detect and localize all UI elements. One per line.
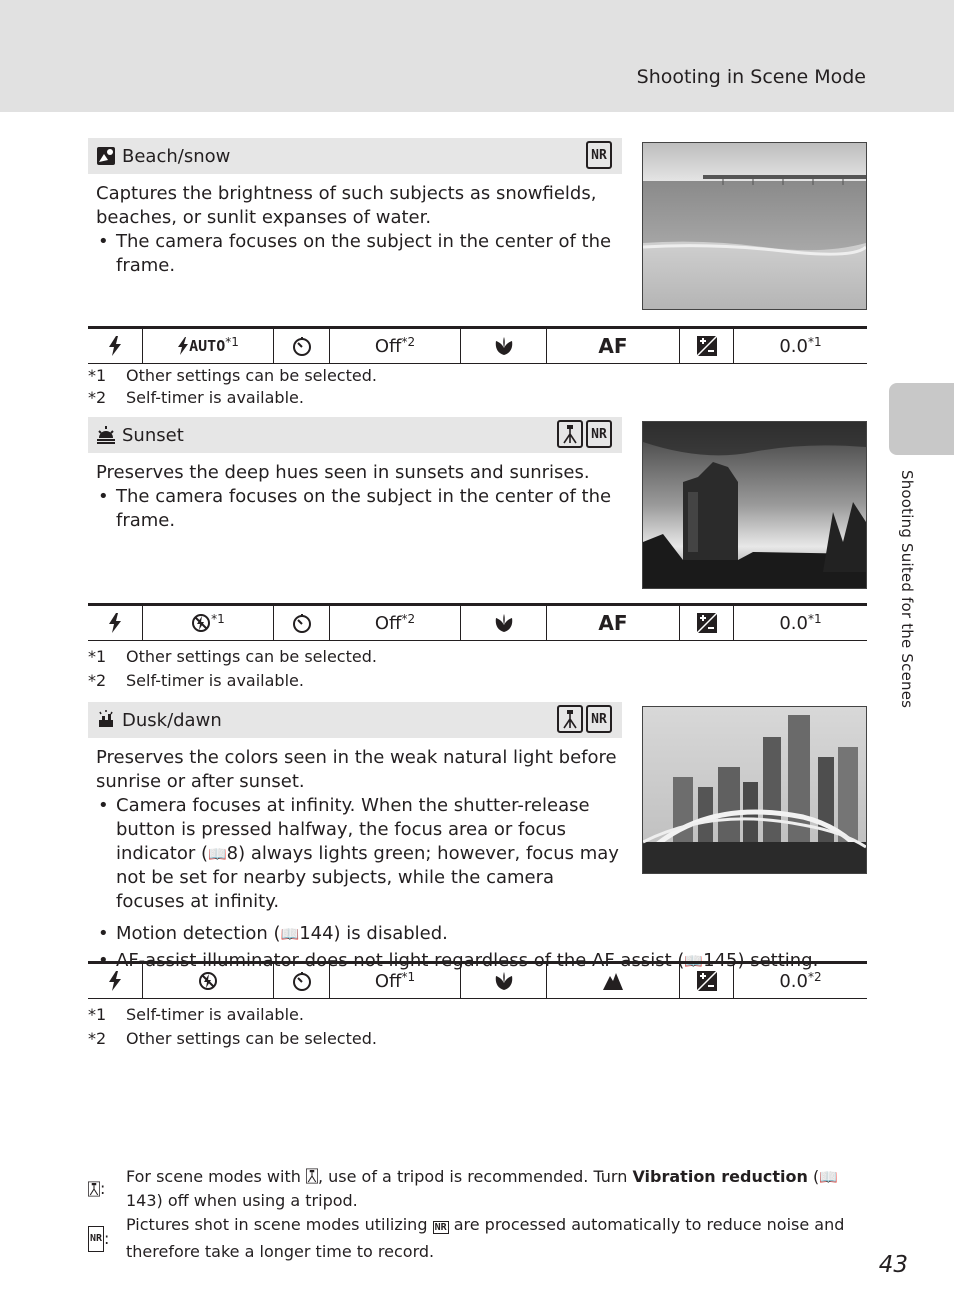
nr-footnote — [88, 1213, 868, 1264]
settings-row — [88, 961, 867, 999]
flash-off-value — [143, 606, 274, 640]
ev-label: 0.0 — [779, 612, 808, 634]
footnote-ref: *1 — [808, 335, 822, 349]
page-ref: 144 — [299, 923, 334, 944]
note-text: Self-timer is available. — [126, 671, 304, 690]
flash-off-value — [143, 964, 274, 998]
settings-row — [88, 326, 867, 364]
nr-icon: NR — [434, 1222, 447, 1233]
settings-row — [88, 603, 867, 641]
footnote-key — [88, 1213, 126, 1264]
legend-footnotes — [88, 1165, 868, 1264]
footnote-ref: *2 — [401, 335, 416, 349]
page-ref-icon: 📖 — [819, 1168, 838, 1186]
footnote-key-colon: : — [100, 1179, 106, 1198]
section-title-bar — [88, 138, 622, 174]
self-timer-value — [330, 964, 461, 998]
flash-mode-icon — [88, 606, 143, 640]
section-notes — [88, 365, 377, 409]
bullet-text: ) setting. — [737, 950, 819, 971]
bullet-text: Motion detection ( — [116, 923, 281, 944]
nr-icon: NR — [586, 141, 612, 169]
bullet-text: ) always lights green; however, focus may not be set for nearby subjects, while the camera focuses at infinity. — [116, 843, 619, 912]
exposure-comp-icon — [680, 329, 734, 363]
exposure-comp-value — [734, 329, 867, 363]
note-text: Other settings can be selected. — [126, 647, 377, 666]
nr-icon: NR — [586, 420, 612, 448]
footnote-text-part: For scene modes with — [126, 1167, 306, 1186]
footnote-key — [88, 1165, 126, 1213]
note-key: *1 — [88, 1005, 107, 1024]
bullet-text: Camera focuses at infinity. When the shutter-release button is pressed halfway, the focus area or focus indicator ( — [116, 795, 590, 864]
chapter-tab — [889, 383, 954, 455]
sunset-photo — [642, 421, 867, 589]
note-key: *1 — [88, 366, 107, 385]
self-timer-value — [330, 606, 461, 640]
flash-off-icon — [198, 971, 218, 991]
note-text: Other settings can be selected. — [126, 366, 377, 385]
nr-icon: NR — [88, 1226, 104, 1252]
section-title-bar — [88, 702, 622, 738]
macro-icon — [461, 964, 547, 998]
page-ref: 145 — [703, 950, 738, 971]
footnote-text-part: Pictures shot in scene modes utilizing — [126, 1215, 433, 1234]
section-title: Dusk/dawn — [122, 709, 222, 731]
page-header-title: Shooting in Scene Mode — [636, 66, 866, 88]
flash-off-icon — [191, 613, 211, 633]
self-timer-label: Off — [374, 335, 402, 357]
header-band — [0, 0, 954, 112]
exposure-comp-icon — [680, 606, 734, 640]
section-description: Preserves the colors seen in the weak natural light before sunrise or after sunset. — [96, 747, 617, 792]
footnote-ref: *1 — [211, 612, 225, 626]
bullet-item: • The camera focuses on the subject in the center of the frame. — [96, 230, 628, 278]
section-description: Preserves the deep hues seen in sunsets and sunrises. — [96, 462, 590, 483]
section-title: Beach/snow — [122, 145, 231, 167]
page-ref-icon: 📖 — [280, 925, 300, 943]
footnote-ref: *1 — [808, 612, 822, 626]
footnote-key-colon: : — [104, 1228, 110, 1248]
bullet-item — [96, 794, 628, 914]
footnote-ref: *1 — [401, 970, 416, 984]
footnote-text-part: ) off when using a tripod. — [156, 1191, 358, 1210]
sunset-icon — [96, 425, 116, 445]
footnote-text — [126, 1213, 868, 1264]
section-title: Sunset — [122, 424, 184, 446]
footnote-text — [126, 1165, 868, 1213]
self-timer-label: Off — [374, 612, 402, 634]
footnote-text-part: , use of a tripod is recommended. Turn — [317, 1167, 633, 1186]
focus-mode-value: AF — [547, 606, 680, 640]
macro-icon — [461, 329, 547, 363]
infinity-focus-icon — [547, 964, 680, 998]
exposure-comp-value — [734, 964, 867, 998]
section-notes — [88, 1003, 377, 1051]
exposure-comp-value — [734, 606, 867, 640]
flash-mode-icon — [88, 329, 143, 363]
note-key: *2 — [88, 1029, 107, 1048]
footnote-ref: *2 — [401, 612, 416, 626]
chapter-tab-label: Shooting Suited for the Scenes — [898, 470, 916, 709]
footnote-ref: *1 — [225, 335, 239, 349]
macro-icon — [461, 606, 547, 640]
section-notes — [88, 645, 377, 693]
tripod-icon — [557, 420, 583, 448]
ev-label: 0.0 — [779, 335, 808, 357]
tripod-footnote — [88, 1165, 868, 1213]
beach-snow-icon — [96, 146, 116, 166]
page-ref-icon: 📖 — [684, 952, 704, 970]
note-key: *1 — [88, 647, 107, 666]
note-text: Other settings can be selected. — [126, 1029, 377, 1048]
dusk-dawn-icon — [96, 710, 116, 730]
self-timer-icon — [274, 964, 330, 998]
page-ref: 8 — [226, 843, 239, 864]
exposure-comp-icon — [680, 964, 734, 998]
self-timer-icon — [274, 606, 330, 640]
focus-mode-value: AF — [547, 329, 680, 363]
bullet-text: AF-assist illuminator does not light regardless of the AF assist ( — [116, 950, 685, 971]
bullet-item — [96, 922, 867, 946]
flash-auto-value — [143, 329, 274, 363]
page-ref: 143 — [126, 1191, 157, 1210]
footnote-text-part: ( — [807, 1167, 820, 1186]
tripod-icon — [306, 1168, 318, 1184]
self-timer-value — [330, 329, 461, 363]
self-timer-label: Off — [374, 970, 402, 992]
note-key: *2 — [88, 671, 107, 690]
flash-mode-icon — [88, 964, 143, 998]
flash-auto-label: AUTO — [189, 337, 226, 355]
bullet-text: ) is disabled. — [333, 923, 448, 944]
self-timer-icon — [274, 329, 330, 363]
note-key: *2 — [88, 388, 107, 407]
bullet-item: • The camera focuses on the subject in the center of the frame. — [96, 485, 628, 533]
footnote-text-part: are processed automatically to reduce noise and therefore take a longer time to record. — [126, 1215, 845, 1261]
page-number: 43 — [878, 1252, 908, 1278]
section-title-bar — [88, 417, 622, 453]
footnote-ref: *2 — [808, 970, 822, 984]
beach-photo — [642, 142, 867, 310]
nr-icon: NR — [586, 705, 612, 733]
page-ref-icon: 📖 — [207, 845, 227, 863]
section-description: Captures the brightness of such subjects as snowfields, beaches, or sunlit expanses of water. — [96, 183, 597, 228]
vibration-reduction-term: Vibration reduction — [632, 1167, 808, 1186]
tripod-icon — [557, 705, 583, 733]
note-text: Self-timer is available. — [126, 1005, 304, 1024]
dusk-photo — [642, 706, 867, 874]
note-text: Self-timer is available. — [126, 388, 304, 407]
ev-label: 0.0 — [779, 970, 808, 992]
